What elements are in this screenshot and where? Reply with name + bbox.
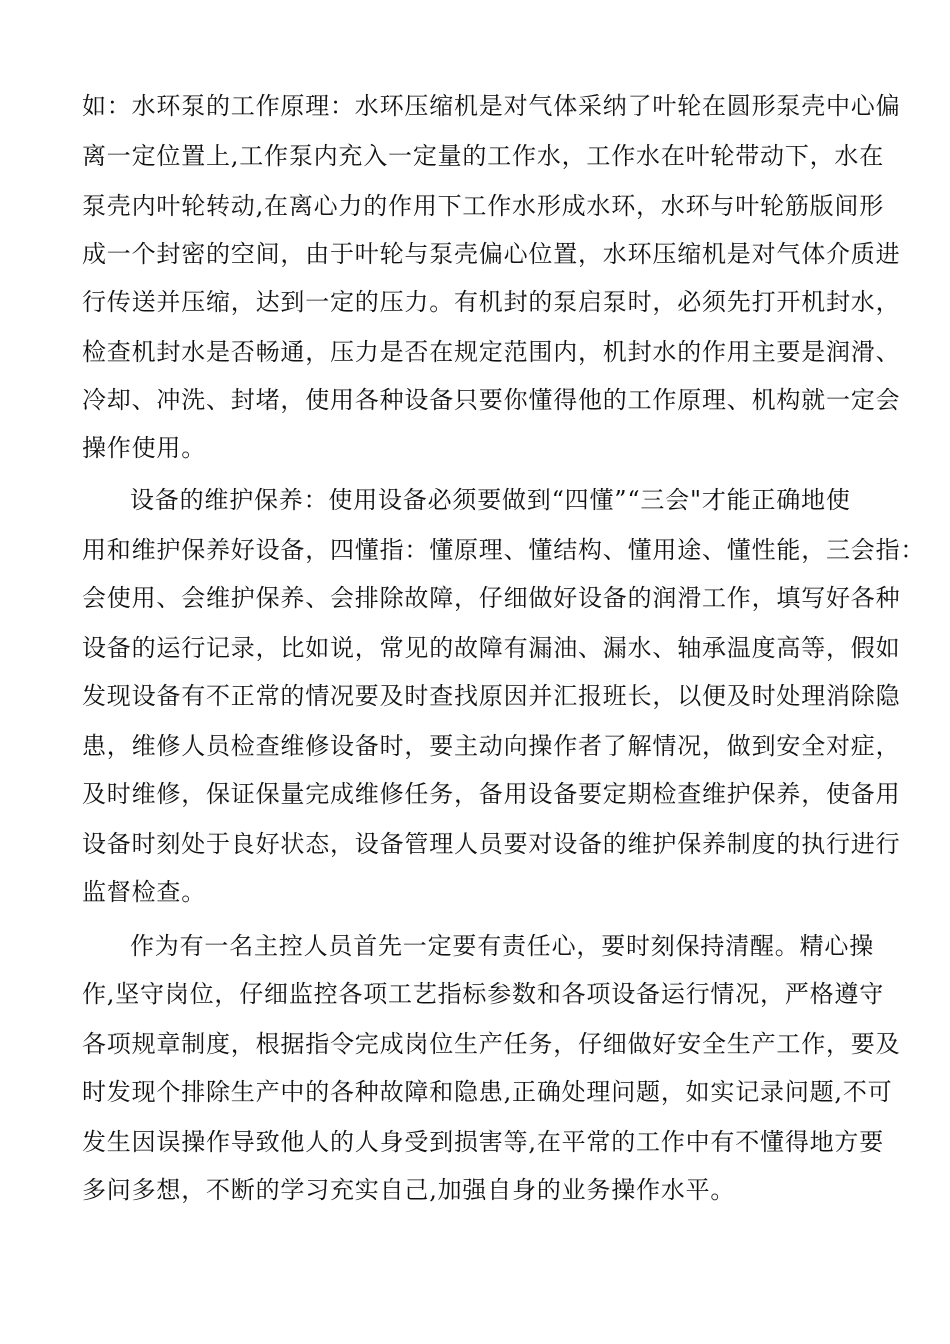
paragraph-line: 泵壳内叶轮转动,在离心力的作用下工作水形成水环，水环与叶轮筋版间形 (82, 192, 885, 220)
paragraph-line: 冷却、冲洗、封堵，使用各种设备只要你懂得他的工作原理、机构就一定会 (82, 386, 901, 414)
paragraph-line: 如：水环泵的工作原理：水环压缩机是对气体采纳了叶轮在圆形泵壳中心偏 (82, 92, 901, 120)
paragraph-line: 发现设备有不正常的情况要及时查找原因并汇报班长，以便及时处理消除隐 (82, 682, 901, 710)
paragraph-line: 时发现个排除生产中的各种故障和隐患,正确处理问题，如实记录问题,不可 (82, 1078, 893, 1106)
paragraph-line: 作为有一名主控人员首先一定要有责任心，要时刻保持清醒。精心操 (130, 932, 874, 960)
paragraph-line: 及时维修，保证保量完成维修任务，备用设备要定期检查维护保养，使备用 (82, 780, 901, 808)
paragraph-line: 设备时刻处于良好状态，设备管理人员要对设备的维护保养制度的执行进行 (82, 830, 901, 858)
paragraph-line: 各项规章制度，根据指令完成岗位生产任务，仔细做好安全生产工作，要及 (82, 1030, 901, 1058)
paragraph-line: 会使用、会维护保养、会排除故障，仔细做好设备的润滑工作，填写好各种 (82, 584, 901, 612)
paragraph-line: 患，维修人员检查维修设备时，要主动向操作者了解情况，做到安全对症， (82, 732, 901, 760)
paragraph-line: 行传送并压缩，达到一定的压力。有机封的泵启泵时，必须先打开机封水， (82, 288, 901, 316)
paragraph-line: 作,坚守岗位，仔细监控各项工艺指标参数和各项设备运行情况，严格遵守 (82, 980, 885, 1008)
paragraph-line: 发生因误操作导致他人的人身受到损害等,在平常的工作中有不懂得地方要 (82, 1128, 885, 1156)
paragraph-line: 检查机封水是否畅通，压力是否在规定范围内，机封水的作用主要是润滑、 (82, 338, 901, 366)
paragraph-line: 多问多想，不断的学习充实自己,加强自身的业务操作水平。 (82, 1176, 736, 1204)
paragraph-line: 设备的运行记录，比如说，常见的故障有漏油、漏水、轴承温度高等，假如 (82, 634, 901, 662)
paragraph-line: 成一个封密的空间，由于叶轮与泵壳偏心位置，水环压缩机是对气体介质进 (82, 240, 901, 268)
paragraph-line: 用和维护保养好设备，四懂指：懂原理、懂结构、懂用途、懂性能，三会指： (82, 536, 926, 564)
paragraph-line: 设备的维护保养：使用设备必须要做到“四懂”“三会"才能正确地使 (130, 486, 851, 514)
paragraph-line: 离一定位置上,工作泵内充入一定量的工作水，工作水在叶轮带动下，水在 (82, 142, 885, 170)
paragraph-line: 操作使用。 (82, 434, 206, 462)
paragraph-line: 监督检查。 (82, 878, 206, 906)
